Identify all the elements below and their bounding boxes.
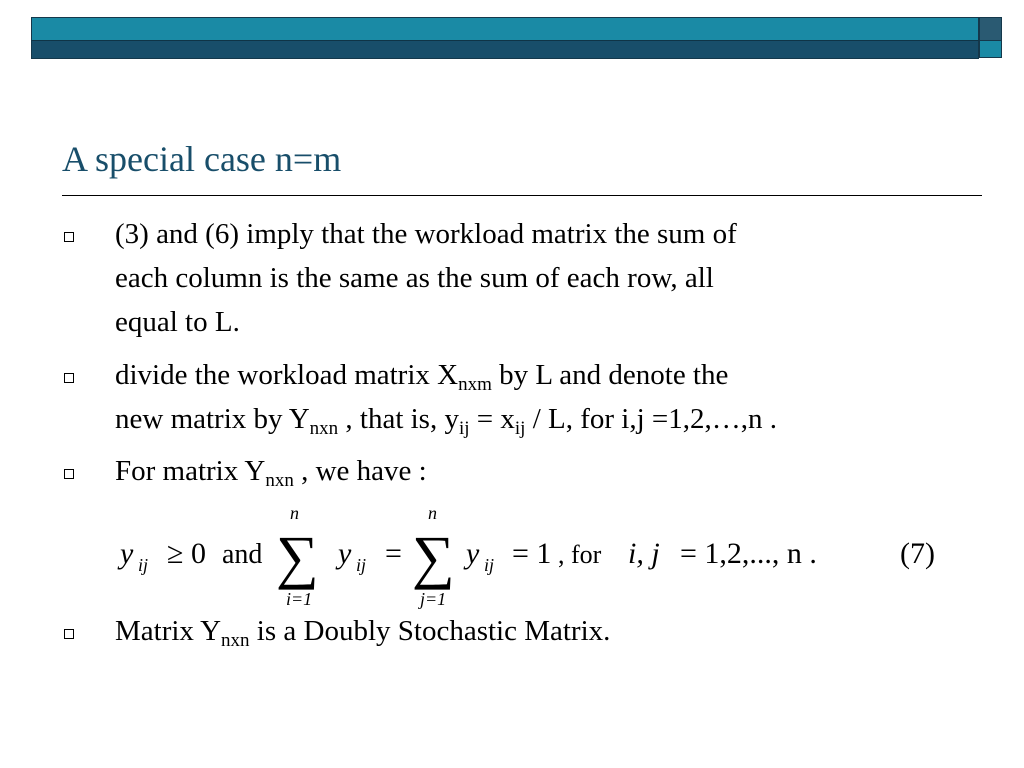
header-corner-block-top [979,17,1002,40]
eq-range: = 1,2,..., n . [680,537,817,570]
eq-sum1-bottom: i=1 [286,589,313,609]
bullet-2-line-1: divide the workload matrix $X_{nxm}$ by L and denote the [115,359,729,395]
eq-ij-vars: i, j [628,537,660,570]
eq-sum2-bottom: j=1 [420,589,447,609]
bullet-square-icon [64,469,74,479]
eq-ij-3: ij [484,555,495,575]
equation-svg [100,505,960,615]
eq-y-3: y [466,537,480,570]
bullet-square-icon [64,373,74,383]
eq-geq-zero: ≥ 0 [167,537,206,570]
bullet-1-line-3: equal to L. [115,306,240,338]
eq-for: , for [558,540,602,569]
eq-equals-one: = 1 [512,537,552,570]
bullet-square-icon [64,629,74,639]
eq-sigma-1: ∑ [276,524,319,590]
eq-y-2: y [338,537,352,570]
bullet-2-line-2: new matrix by $Y_{nxn}$ , that is, $y_{ij} = x_{ij} / L$, for i,j =1,2,…,n . [115,403,778,439]
eq-ij-1: ij [138,555,149,575]
header-bar-bottom [31,40,979,59]
equation-7 [100,505,960,615]
slide-title: A special case n=m [62,139,342,179]
header-bar-top [31,17,979,41]
bullet-2-text [115,353,777,441]
bullet-4-text: Matrix $Y_{nxn}$ is a Doubly Stochastic Matrix. [115,615,611,651]
bullet-1-text [115,212,737,344]
eq-equals: = [385,537,402,570]
eq-and: and [222,539,263,570]
eq-sum2-top: n [428,505,437,523]
eq-ij-2: ij [356,555,367,575]
eq-sigma-2: ∑ [412,524,455,590]
bullet-square-icon [64,232,74,242]
bullet-3-text: For matrix $Y_{nxn}$ , we have : [115,455,427,491]
bullet-1-line-1: (3) and (6) imply that the workload matrix the sum of [115,218,737,250]
title-divider [62,195,982,196]
eq-y-1: y [120,537,134,570]
header-corner-block-bottom [979,40,1002,58]
bullet-1-line-2: each column is the same as the sum of each row, all [115,262,714,294]
eq-label: (7) [900,537,935,570]
eq-sum1-top: n [290,505,299,523]
